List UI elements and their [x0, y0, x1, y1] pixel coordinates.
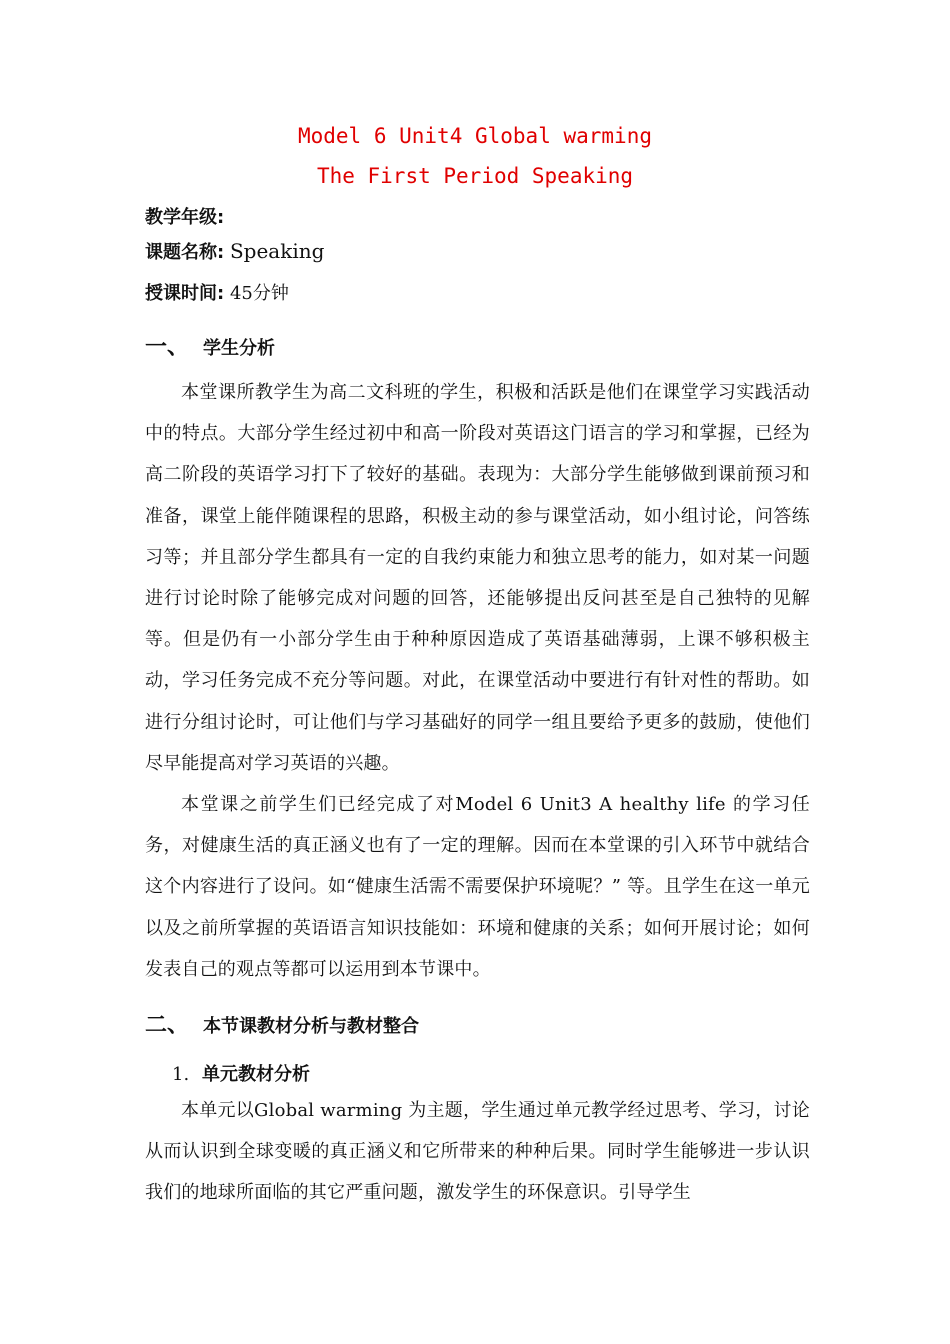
section-1-number: 一、	[145, 335, 190, 360]
section-2-1-heading	[172, 1060, 310, 1086]
document-subtitle: The First Period Speaking	[316, 164, 634, 188]
meta-topic-label: 课题名称:	[145, 242, 225, 263]
meta-time-value: 45分钟	[229, 283, 289, 304]
meta-time-label: 授课时间:	[145, 283, 225, 304]
meta-grade-label: 教学年级:	[145, 207, 225, 228]
section-2-title: 本节课教材分析与教材整合	[203, 1016, 419, 1037]
section-1-paragraph-1: 本堂课所教学生为高二文科班的学生，积极和活跃是他们在课堂学习实践活动中的特点。大部分学生经过初中和高一阶段对英语这门语言的学习和掌握，已经为高二阶段的英语学习打下了较好的基础。表现为：大部分学生能够做到课前预习和准备，课堂上能伴随课程的思路，积极主动的参与课堂活动，如小组讨论，问答练习等；并且部分学生都具有一定的自我约束能力和独立思考的能力，如对某一问题进行讨论时除了能够完成对问题的回答，还能够提出反问甚至是自己独特的见解等。但是仍有一小部分学生由于种种原因造成了英语基础薄弱，上课不够积极主动，学习任务完成不充分等问题。对此，在课堂活动中要进行有针对性的帮助。如进行分组讨论时，可让他们与学习基础好的同学一组且要给予更多的鼓励，使他们尽早能提高对学习英语的兴趣。	[145, 382, 810, 774]
section-2-heading	[145, 1008, 419, 1039]
meta-grade	[145, 203, 224, 229]
section-2-1-number: 1.	[172, 1064, 190, 1085]
meta-time	[145, 279, 289, 305]
section-1-heading	[145, 330, 275, 361]
section-2-number: 二、	[145, 1013, 190, 1038]
meta-topic-value: Speaking	[229, 239, 325, 263]
section-1-title: 学生分析	[203, 338, 275, 359]
meta-topic	[145, 238, 324, 264]
section-2-1-title: 单元教材分析	[202, 1064, 310, 1085]
document-title: Model 6 Unit4 Global warming	[297, 124, 652, 148]
section-2-1-paragraph: 本单元以Global warming 为主题，学生通过单元教学经过思考、学习，讨论从而认识到全球变暖的真正涵义和它所带来的种种后果。同时学生能够进一步认识我们的地球所面临的其它严重问题，激发学生的环保意识。引导学生	[145, 1100, 810, 1204]
section-1-paragraph-2: 本堂课之前学生们已经完成了对Model 6 Unit3 A healthy life 的学习任务，对健康生活的真正涵义也有了一定的理解。因而在本堂课的引入环节中就结合这个内容进行了设问。如“健康生活需不需要保护环境呢？” 等。且学生在这一单元以及之前所掌握的英语语言知识技能如：环境和健康的关系；如何开展讨论；如何发表自己的观点等都可以运用到本节课中。	[145, 794, 810, 980]
